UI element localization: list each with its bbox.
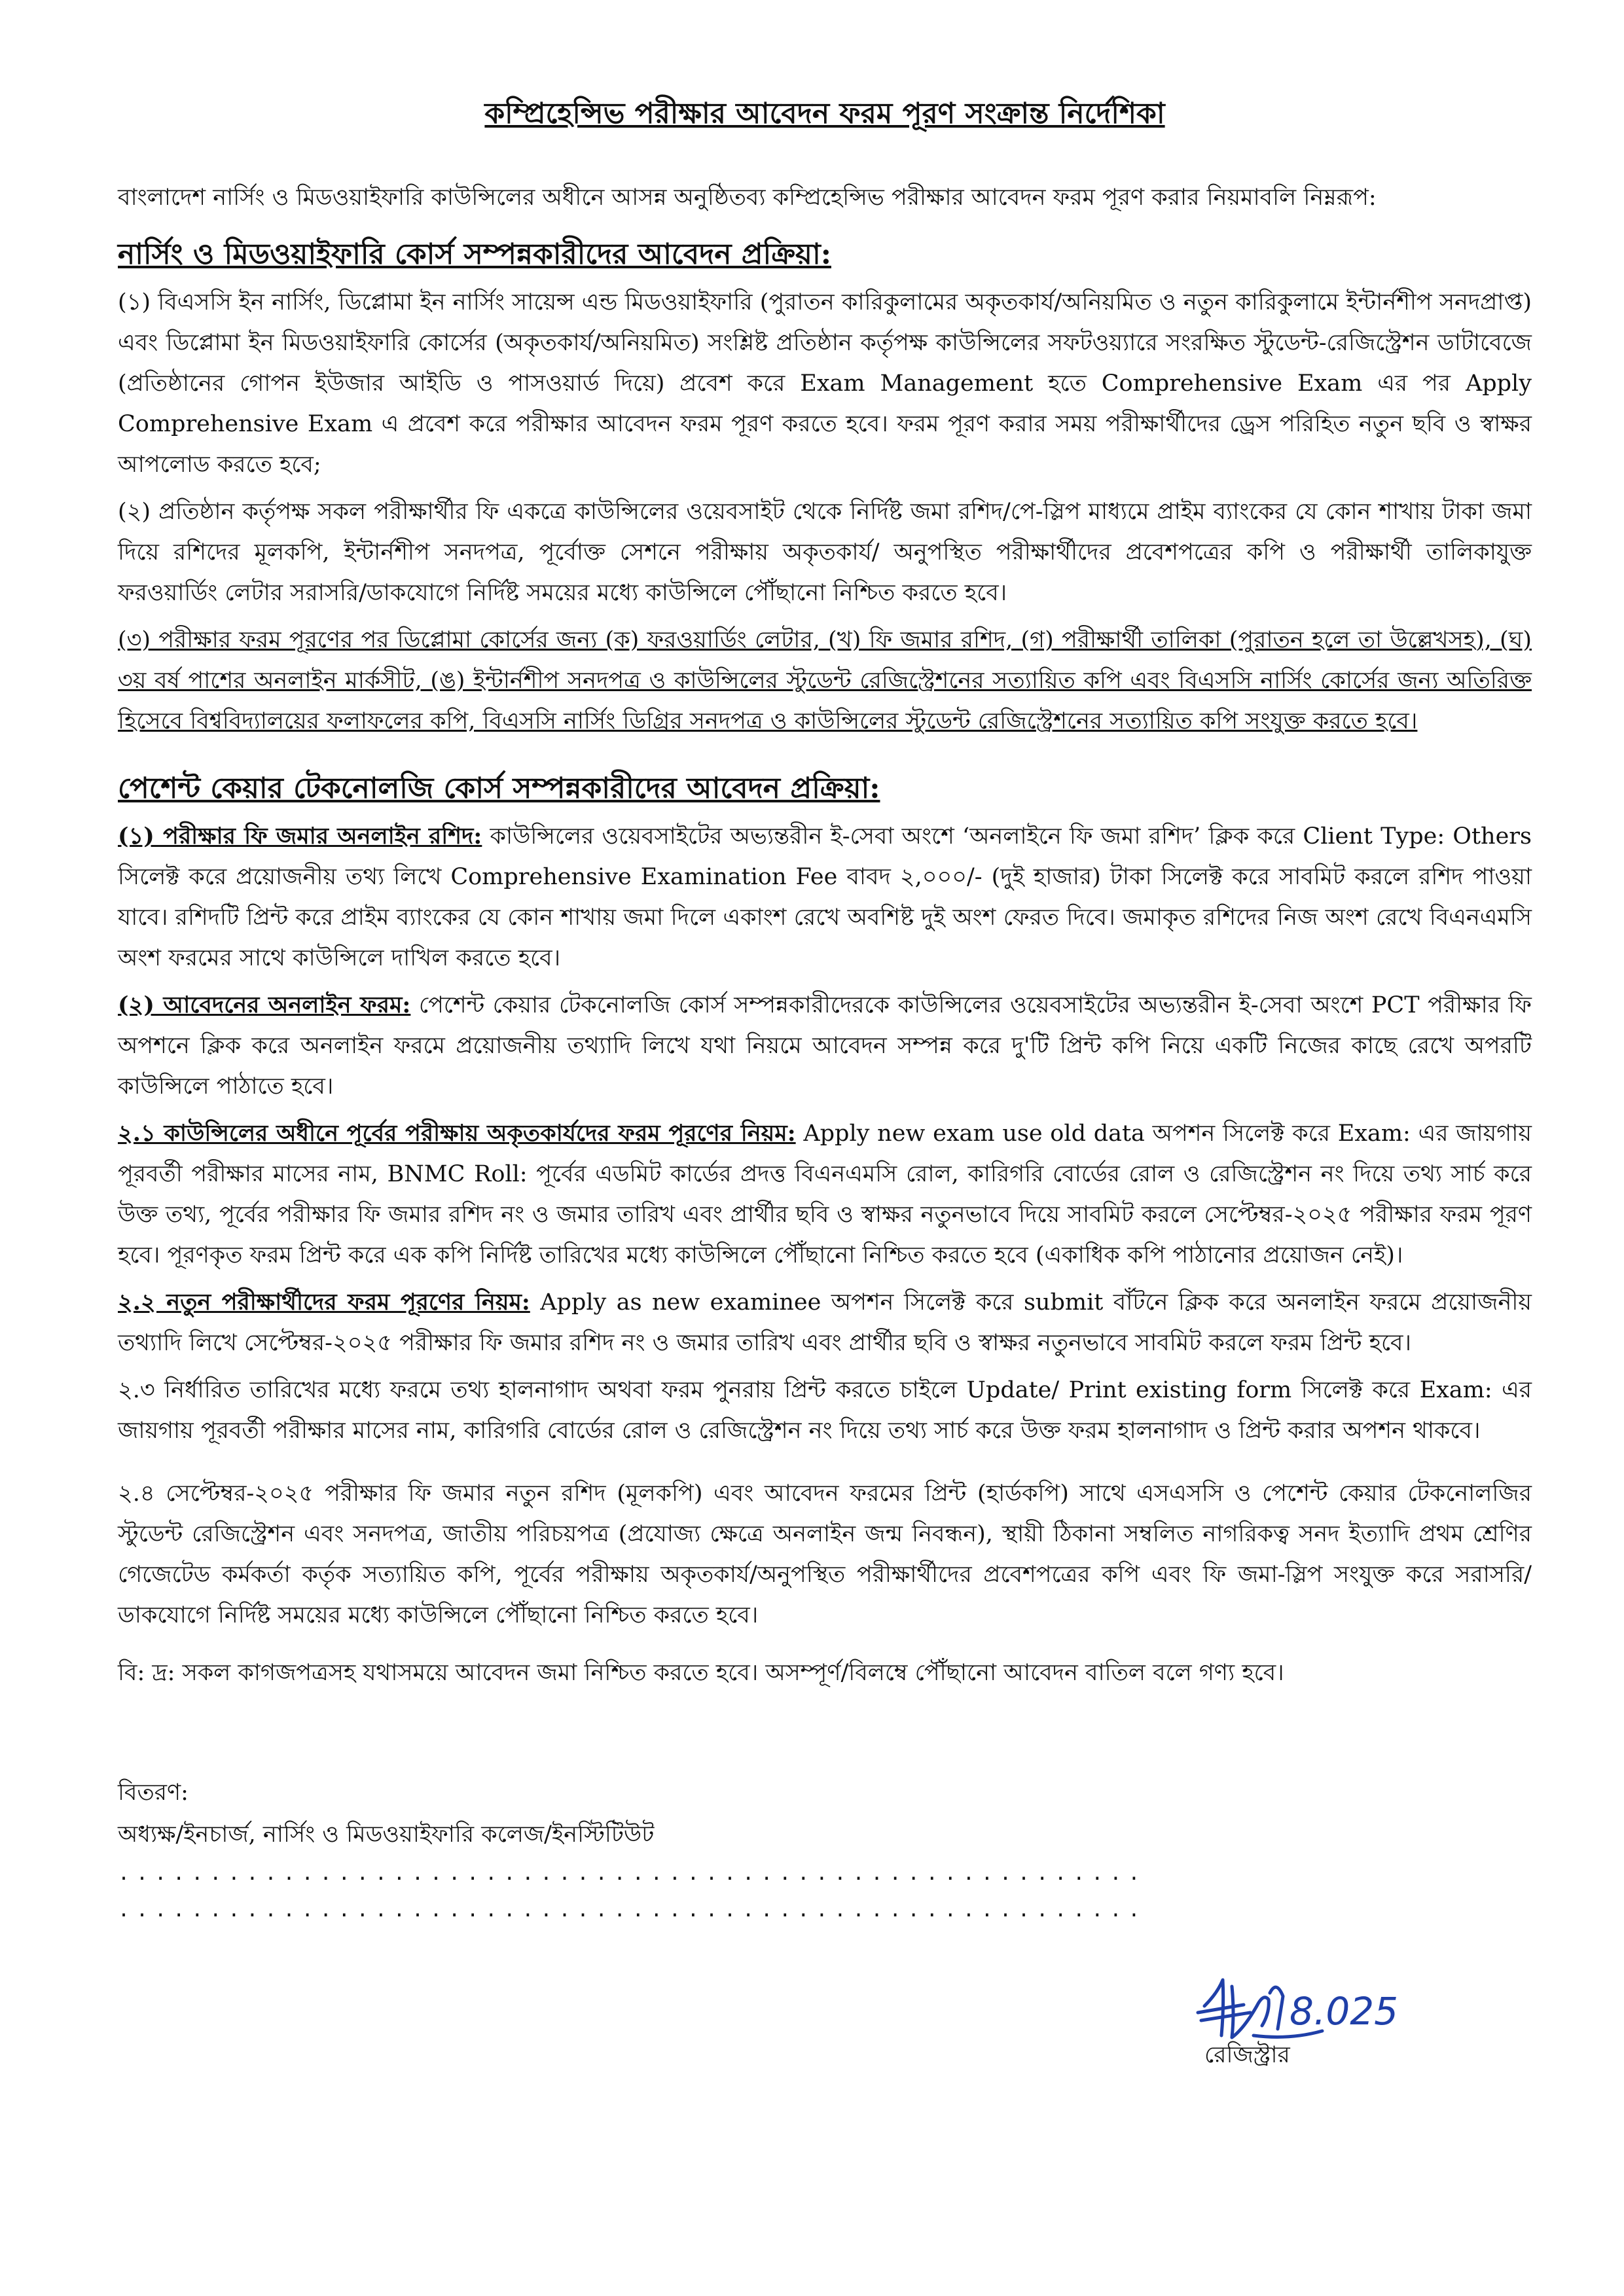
section-heading-nursing: নার্সিং ও মিডওয়াইফারি কোর্স সম্পন্নকারীদের আবেদন প্রক্রিয়া: [118, 238, 831, 271]
document-title: কম্প্রিহেন্সিভ পরীক্ষার আবেদন ফরম পূরণ সংক্রান্ত নির্দেশিকা [484, 97, 1165, 130]
signature-handwriting: 8.025 [1290, 1989, 1399, 2034]
pct-item-2-3: ২.৩ নির্ধারিত তারিখের মধ্যে ফরমে তথ্য হালনাগাদ অথবা ফরম পুনরায় প্রিন্ট করতে চাইলে Update/ Print existing form সিলেক্ট করে Exam: এর জায়গায় পূরবর্তী পরীক্ষার মাসের নাম, কারিগরি বোর্ডের রোল ও রেজিস্ট্রেশন নং দিয়ে তথ্য সার্চ করে উক্ত ফরম হালনাগাদ ও প্রিন্ট করার অপশন থাকবে। [118, 1377, 1532, 1444]
nursing-item-2: (২) প্রতিষ্ঠান কর্তৃপক্ষ সকল পরীক্ষার্থীর ফি একত্রে কাউন্সিলের ওয়েবসাইট থেকে নির্দিষ্ট জমা রশিদ/পে-স্লিপ মাধ্যমে প্রাইম ব্যাংকের যে কোন শাখায় টাকা জমা দিয়ে রশিদের মূলকপি, ইন্টার্নশীপ সনদপত্র, পূর্বোক্ত সেশনে পরীক্ষায় অকৃতকার্য/ অনুপস্থিত পরীক্ষার্থীদের প্রবেশপত্রের কপি ও পরীক্ষার্থী তালিকাযুক্ত ফরওয়ার্ডিং লেটার সরাসরি/ডাকযোগে নির্দিষ্ট সময়ের মধ্যে কাউন্সিলে পৌঁছানো নিশ্চিত করতে হবে। [118, 499, 1532, 606]
nursing-item-1: (১) বিএসসি ইন নার্সিং, ডিপ্লোমা ইন নার্সিং সায়েন্স এন্ড মিডওয়াইফারি (পুরাতন কারিকুলামের অকৃতকার্য/অনিয়মিত ও নতুন কারিকুলামে ইন্টার্নশীপ সনদপ্রাপ্ত) এবং ডিপ্লোমা ইন মিডওয়াইফারি কোর্সের (অকৃতকার্য/অনিয়মিত) সংশ্লিষ্ট প্রতিষ্ঠান কর্তৃপক্ষ কাউন্সিলের সফটওয়্যারে সংরক্ষিত স্টুডেন্ট-রেজিস্ট্রেশন ডাটাবেজে (প্রতিষ্ঠানের গোপন ইউজার আইডি ও পাসওয়ার্ড দিয়ে) প্রবেশ করে Exam Management হতে Comprehensive Exam এর পর Apply Comprehensive Exam এ প্রবেশ করে পরীক্ষার আবেদন ফরম পূরণ করতে হবে। ফরম পূরণ করার সময় পরীক্ষার্থীদের ড্রেস পরিহিত নতুন ছবি ও স্বাক্ষর আপলোড করতে হবে; [118, 289, 1532, 478]
pct-item-2-1-label: ২.১ কাউন্সিলের অধীনে পূর্বের পরীক্ষায় অকৃতকার্যদের ফরম পূরণের নিয়ম: [118, 1120, 796, 1147]
pct-item-2-text: পেশেন্ট কেয়ার টেকনোলজি কোর্স সম্পন্নকারীদেরকে কাউন্সিলের ওয়েবসাইটের অভ্যন্তরীন ই-সেবা অংশে PCT পরীক্ষার ফি অপশনে ক্লিক করে অনলাইন ফরমে প্রয়োজনীয় তথ্যাদি লিখে যথা নিয়মে আবেদন সম্পন্ন করে দু'টি প্রিন্ট কপি নিয়ে একটি নিজের কাছে রেখে অপরটি কাউন্সিলে পাঠাতে হবে। [118, 992, 1532, 1100]
distribution-dotted-line-2: ........................................................ [118, 1899, 1147, 1922]
pct-item-2-2 [118, 1282, 1532, 1363]
pct-item-2-1 [118, 1113, 1532, 1276]
distribution-recipient: অধ্যক্ষ/ইনচার্জ, নার্সিং ও মিডওয়াইফারি কলেজ/ইনস্টিটিউট [118, 1821, 655, 1848]
intro-paragraph: বাংলাদেশ নার্সিং ও মিডওয়াইফারি কাউন্সিলের অধীনে আসন্ন অনুষ্ঠিতব্য কম্প্রিহেন্সিভ পরীক্ষার আবেদন ফরম পূরণ করার নিয়মাবলি নিম্নরূপ: [118, 185, 1377, 211]
pct-item-2-4: ২.৪ সেপ্টেম্বর-২০২৫ পরীক্ষার ফি জমার নতুন রশিদ (মূলকপি) এবং আবেদন ফরমের প্রিন্ট (হার্ডকপি) সাথে এসএসসি ও পেশেন্ট কেয়ার টেকনোলজির স্টুডেন্ট রেজিস্ট্রেশন এবং সনদপত্র, জাতীয় পরিচয়পত্র (প্রযোজ্য ক্ষেত্রে অনলাইন জন্ম নিবন্ধন), স্থায়ী ঠিকানা সম্বলিত নাগরিকত্ব সনদ ইত্যাদি প্রথম শ্রেণির গেজেটেড কর্মকর্তা কর্তৃক সত্যায়িত কপি, পূর্বের পরীক্ষায় অকৃতকার্য/অনুপস্থিত পরীক্ষার্থীদের প্রবেশপত্রের কপি এবং ফি জমা-স্লিপ সংযুক্ত করে সরাসরি/ডাকযোগে নির্দিষ্ট সময়ের মধ্যে কাউন্সিলে পৌঁছানো নিশ্চিত করতে হবে। [118, 1480, 1532, 1628]
distribution-dotted-line-1: ........................................................ [118, 1862, 1147, 1885]
document-page [118, 92, 1532, 1929]
pct-item-2 [118, 985, 1532, 1107]
pct-item-2-label: (২) আবেদনের অনলাইন ফরম: [118, 992, 411, 1018]
note-paragraph: বি: দ্র: সকল কাগজপত্রসহ যথাসময়ে আবেদন জমা নিশ্চিত করতে হবে। অসম্পূর্ণ/বিলম্বে পৌঁছানো আবেদন বাতিল বলে গণ্য হবে। [118, 1660, 1284, 1686]
section-heading-pct: পেশেন্ট কেয়ার টেকনোলজি কোর্স সম্পন্নকারীদের আবেদন প্রক্রিয়া: [118, 772, 880, 805]
pct-item-2-2-text: Apply as new examinee অপশন সিলেক্ট করে submit বাঁটনে ক্লিক করে অনলাইন ফরমে প্রয়োজনীয় তথ্যাদি লিখে সেপ্টেম্বর-২০২৫ পরীক্ষার ফি জমার রশিদ নং ও জমার তারিখ এবং প্রার্থীর ছবি ও স্বাক্ষর নতুনভাবে সাবমিট করলে ফরম প্রিন্ট হবে। [118, 1289, 1532, 1356]
distribution-label: বিতরণ: [118, 1780, 189, 1806]
pct-item-1 [118, 816, 1532, 978]
pct-item-2-2-label: ২.২ নতুন পরীক্ষার্থীদের ফরম পূরণের নিয়ম: [118, 1289, 530, 1316]
pct-item-1-text: কাউন্সিলের ওয়েবসাইটের অভ্যন্তরীন ই-সেবা অংশে ‘অনলাইনে ফি জমা রশিদ’ ক্লিক করে Client Type: Others সিলেক্ট করে প্রয়োজনীয় তথ্য লিখে Comprehensive Examination Fee বাবদ ২,০০০/- (দুই হাজার) টাকা সিলেক্ট করে সাবমিট করলে রশিদ পাওয়া যাবে। রশিদটি প্রিন্ট করে প্রাইম ব্যাংকের যে কোন শাখায় জমা দিলে একাংশ রেখে অবশিষ্ট দুই অংশ ফেরত দিবে। জমাকৃত রশিদের নিজ অংশ রেখে বিএনএমসি অংশ ফরমের সাথে কাউন্সিলে দাখিল করতে হবে। [118, 823, 1532, 971]
registrar-label: রেজিস্ট্রার [1204, 2042, 1290, 2068]
pct-item-2-1-text: Apply new exam use old data অপশন সিলেক্ট করে Exam: এর জায়গায় পূরবর্তী পরীক্ষার মাসের নাম, BNMC Roll: পূর্বের এডমিট কার্ডের প্রদত্ত বিএনএমসি রোল, কারিগরি বোর্ডের রোল ও রেজিস্ট্রেশন নং দিয়ে তথ্য সার্চ করে উক্ত তথ্য, পূর্বের পরীক্ষার ফি জমার রশিদ নং ও জমার তারিখ এবং প্রার্থীর ছবি ও স্বাক্ষর নতুনভাবে দিয়ে সাবমিট করলে সেপ্টেম্বর-২০২৫ পরীক্ষার ফরম পূরণ হবে। পূরণকৃত ফরম প্রিন্ট করে এক কপি নির্দিষ্ট তারিখের মধ্যে কাউন্সিলে পৌঁছানো নিশ্চিত করতে হবে (একাধিক কপি পাঠানোর প্রয়োজন নেই)। [118, 1121, 1532, 1268]
nursing-item-3: (৩) পরীক্ষার ফরম পূরণের পর ডিপ্লোমা কোর্সের জন্য (ক) ফরওয়ার্ডিং লেটার, (খ) ফি জমার রশিদ, (গ) পরীক্ষার্থী তালিকা (পুরাতন হলে তা উল্লেখসহ), (ঘ) ৩য় বর্ষ পাশের অনলাইন মার্কসীট, (ঙ) ইন্টার্নশীপ সনদপত্র ও কাউন্সিলের স্টুডেন্ট রেজিস্ট্রেশনের সত্যায়িত কপি এবং বিএসসি নার্সিং কোর্সের জন্য অতিরিক্ত হিসেবে বিশ্ববিদ্যালয়ের ফলাফলের কপি, বিএসসি নার্সিং ডিগ্রির সনদপত্র ও কাউন্সিলের স্টুডেন্ট রেজিস্ট্রেশনের সত্যায়িত কপি সংযুক্ত করতে হবে। [118, 627, 1532, 734]
distribution-block [118, 1772, 1532, 1929]
pct-item-1-label: (১) পরীক্ষার ফি জমার অনলাইন রশিদ: [118, 823, 482, 850]
